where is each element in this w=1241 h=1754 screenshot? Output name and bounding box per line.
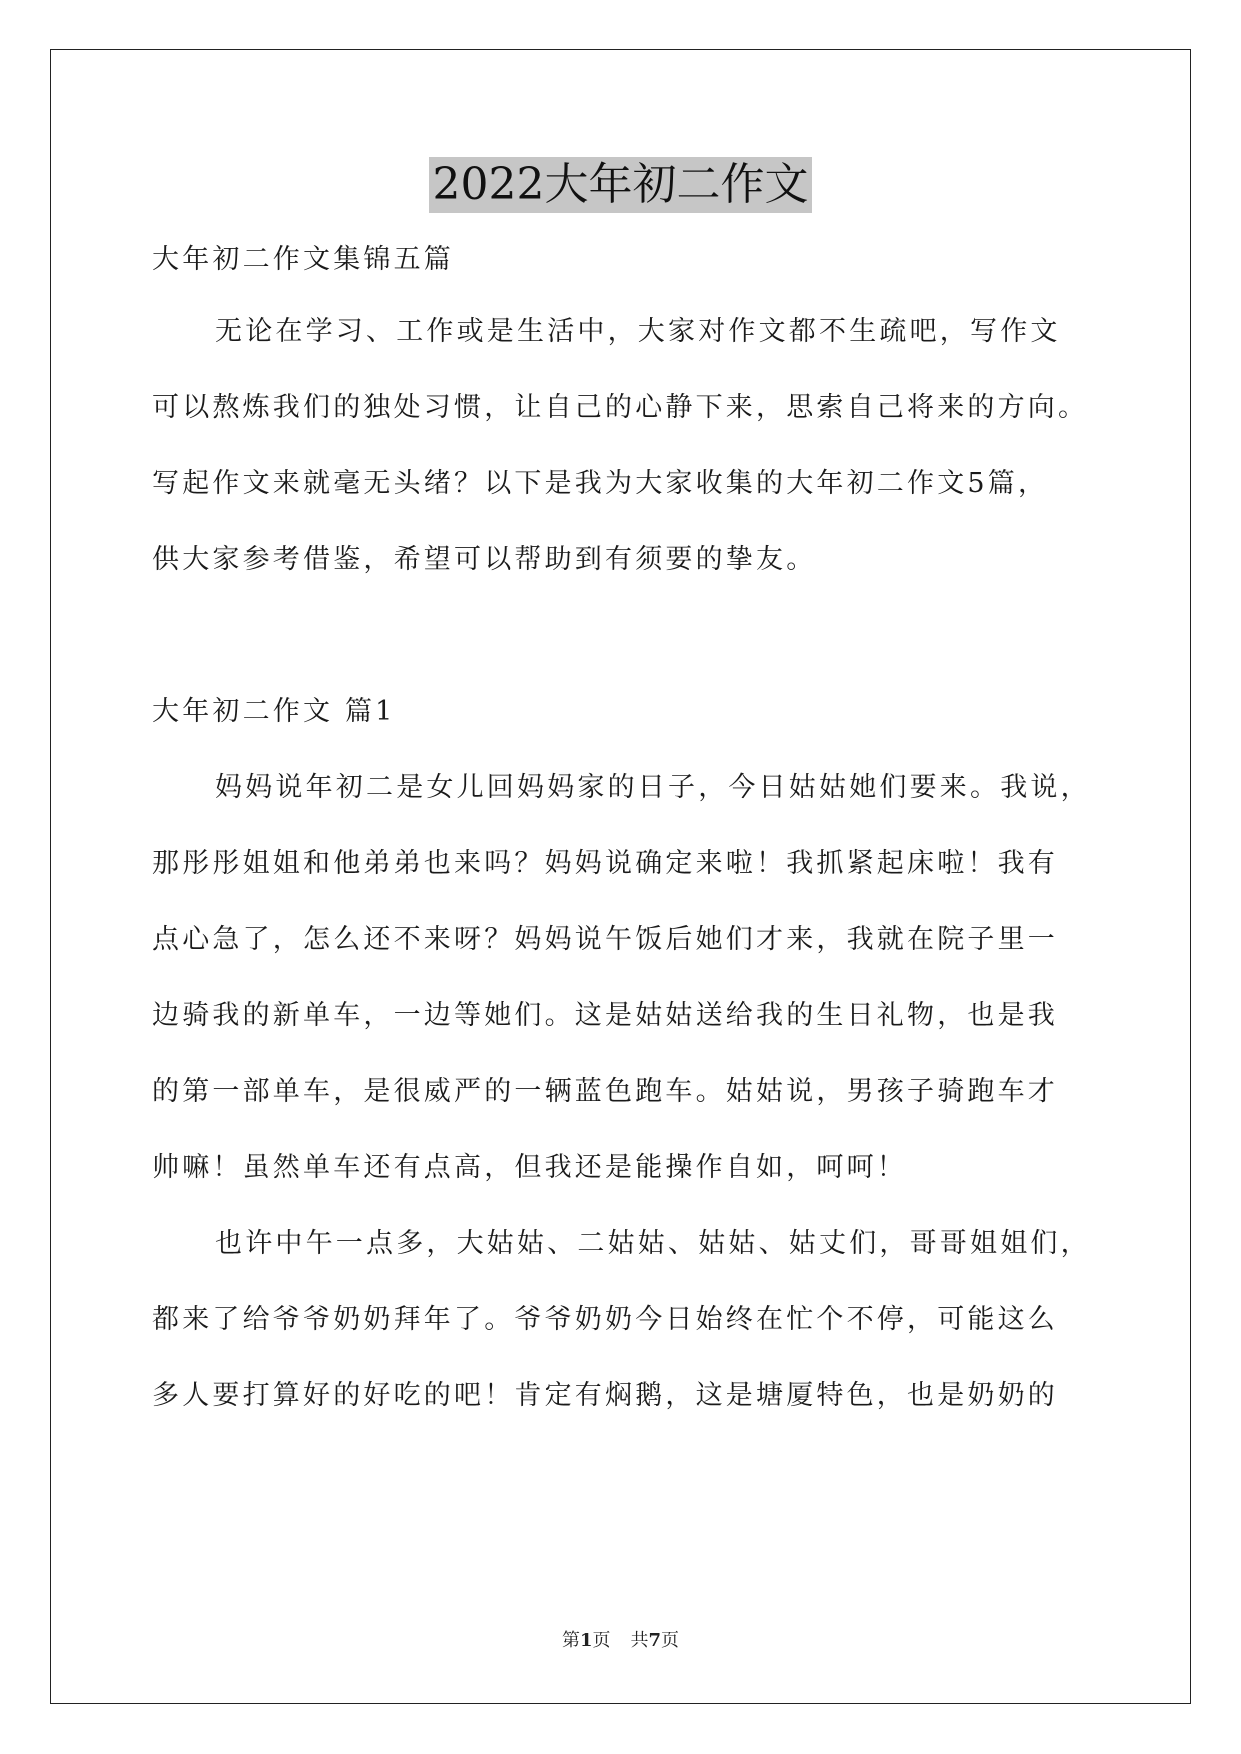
- paragraph-line: 点心急了，怎么还不来呀？妈妈说午饭后她们才来，我就在院子里一: [152, 924, 1058, 955]
- paragraph-line: 也许中午一点多，大姑姑、二姑姑、姑姑、姑丈们，哥哥姐姐们，: [215, 1228, 1091, 1259]
- subtitle: 大年初二作文集锦五篇: [152, 244, 454, 275]
- paragraph-line: 那彤彤姐姐和他弟弟也来吗？妈妈说确定来啦！我抓紧起床啦！我有: [152, 848, 1058, 879]
- footer-page-mid: 页: [592, 1630, 611, 1651]
- document-title: 2022大年初二作文: [429, 157, 813, 213]
- footer-page-current: 1: [579, 1630, 593, 1651]
- intro-line: 写起作文来就毫无头绪？以下是我为大家收集的大年初二作文5篇，: [152, 468, 1049, 499]
- footer-page-prefix: 第: [561, 1630, 580, 1651]
- paragraph-line: 边骑我的新单车，一边等她们。这是姑姑送给我的生日礼物，也是我: [152, 1000, 1058, 1031]
- paragraph-line: 都来了给爷爷奶奶拜年了。爷爷奶奶今日始终在忙个不停，可能这么: [152, 1304, 1058, 1335]
- footer-total-suffix: 页: [661, 1630, 680, 1651]
- intro-line: 供大家参考借鉴，希望可以帮助到有须要的挚友。: [152, 544, 817, 575]
- paragraph-line: 帅嘛！虽然单车还有点高，但我还是能操作自如，呵呵！: [152, 1152, 907, 1183]
- footer-total-prefix: 共: [630, 1630, 649, 1651]
- page-footer: [0, 1630, 1241, 1652]
- paragraph-line: 的第一部单车，是很威严的一辆蓝色跑车。姑姑说，男孩子骑跑车才: [152, 1076, 1058, 1107]
- paragraph-line: 多人要打算好的好吃的吧！肯定有焖鹅，这是塘厦特色，也是奶奶的: [152, 1380, 1058, 1411]
- title-container: [0, 157, 1241, 213]
- section-heading: 大年初二作文 篇1: [152, 696, 396, 727]
- paragraph-line: 妈妈说年初二是女儿回妈妈家的日子，今日姑姑她们要来。我说，: [215, 772, 1091, 803]
- footer-page-total: 7: [648, 1630, 662, 1651]
- intro-line: 可以熬炼我们的独处习惯，让自己的心静下来，思索自己将来的方向。: [152, 392, 1089, 423]
- intro-line: 无论在学习、工作或是生活中，大家对作文都不生疏吧，写作文: [215, 316, 1061, 347]
